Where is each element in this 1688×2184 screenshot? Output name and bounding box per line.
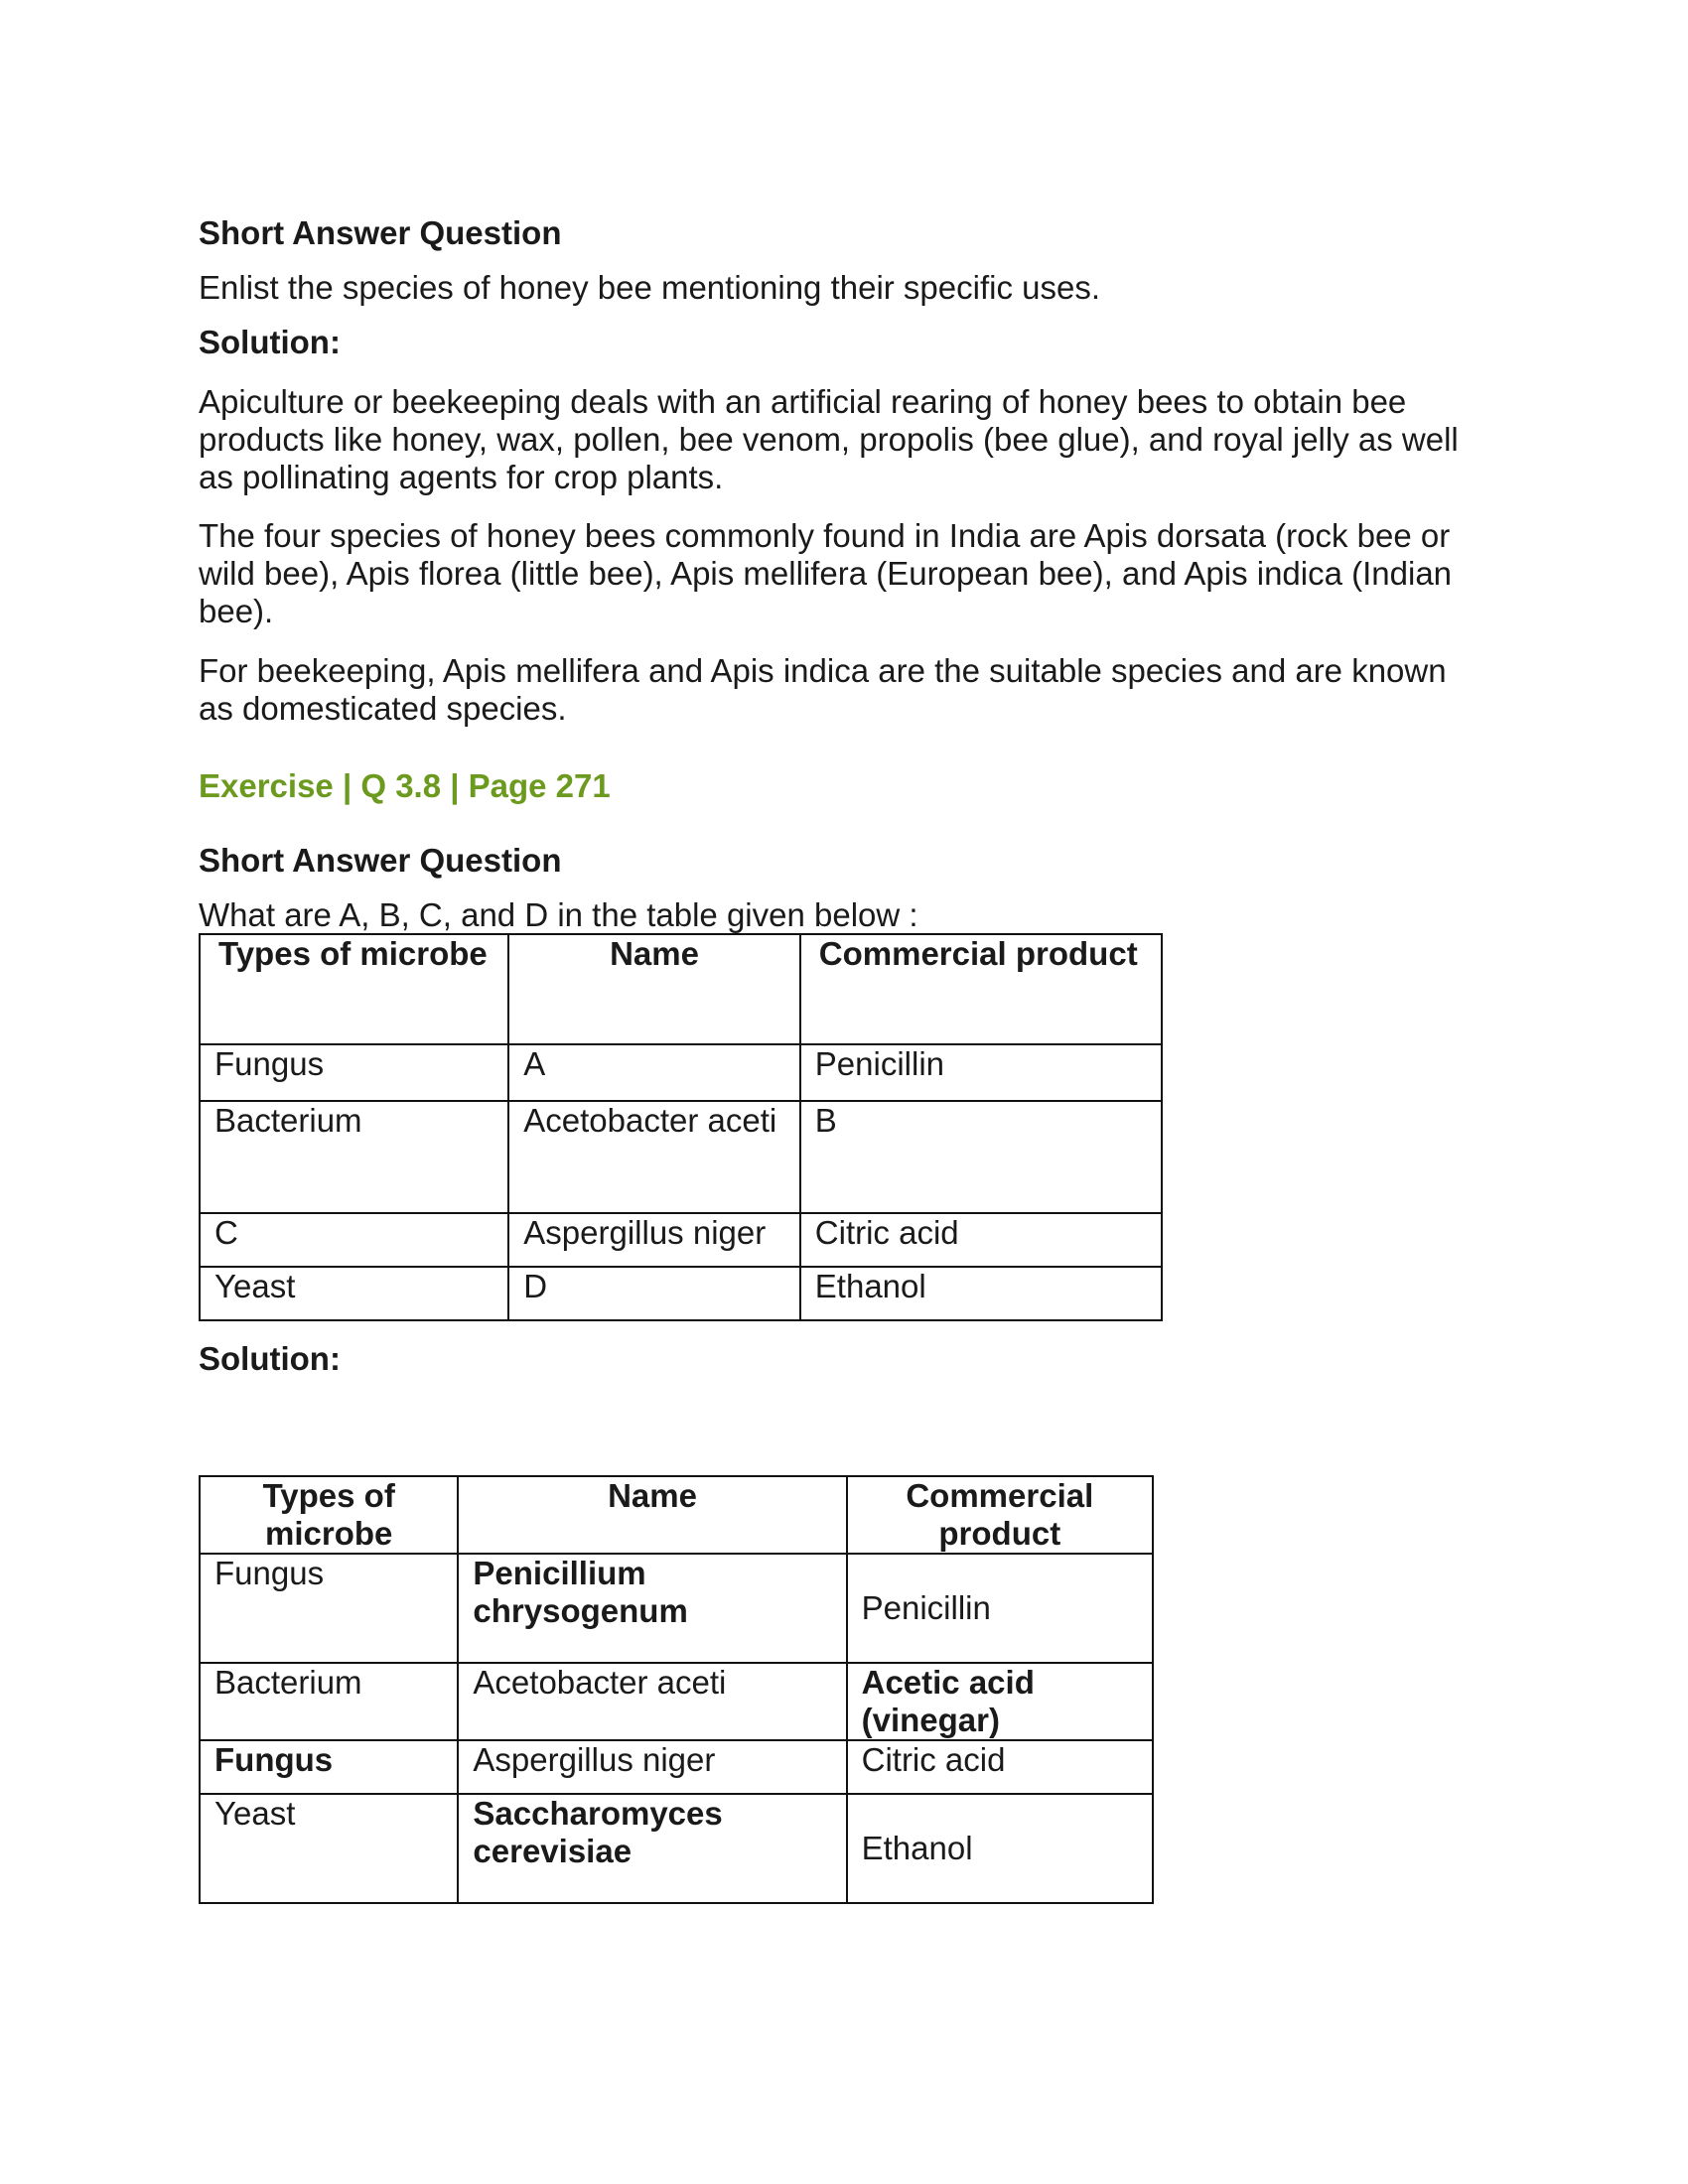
table-cell-answer: Acetic acid (vinegar) — [847, 1663, 1153, 1740]
table-row — [200, 1740, 1153, 1794]
table-cell: Yeast — [200, 1794, 458, 1903]
table-header-cell: Types of microbe — [200, 934, 508, 1044]
table-row — [200, 1267, 1162, 1320]
section1-solution-label: Solution: — [199, 324, 341, 360]
table-cell: Penicillin — [847, 1554, 1153, 1663]
table-cell: Acetobacter aceti — [458, 1663, 846, 1740]
table-cell: Yeast — [200, 1267, 508, 1320]
solution-paragraph-1: Apiculture or beekeeping deals with an artificial rearing of honey bees to obtain bee products like honey, wax, pollen, bee venom, propolis (bee glue), and royal jelly as well as pollinating agents for crop plants. — [199, 383, 1459, 495]
question-table — [199, 933, 1163, 1321]
section2-question: What are A, B, C, and D in the table given below : — [199, 896, 918, 933]
table-cell-answer: Fungus — [200, 1740, 458, 1794]
table-cell: Fungus — [200, 1554, 458, 1663]
table-header-cell: Commercial product — [800, 934, 1162, 1044]
section2-heading: Short Answer Question — [199, 842, 562, 879]
table-cell: Citric acid — [800, 1213, 1162, 1267]
table-header-cell: Commercial product — [847, 1476, 1153, 1554]
exercise-reference: Exercise | Q 3.8 | Page 271 — [199, 767, 611, 804]
table-row — [200, 1213, 1162, 1267]
table-row — [200, 1101, 1162, 1213]
table-cell-answer: Penicillium chrysogenum — [458, 1554, 846, 1663]
question-table-header-row — [200, 934, 1162, 1044]
table-row — [200, 1044, 1162, 1101]
table-cell: Penicillin — [800, 1044, 1162, 1101]
table-header-cell: Types of microbe — [200, 1476, 458, 1554]
table-cell: Aspergillus niger — [508, 1213, 800, 1267]
table-cell: Bacterium — [200, 1101, 508, 1213]
table-cell: Ethanol — [847, 1794, 1153, 1903]
table-header-cell: Name — [508, 934, 800, 1044]
section1-question: Enlist the species of honey bee mentioning their specific uses. — [199, 269, 1101, 306]
table-cell: D — [508, 1267, 800, 1320]
table-header-cell: Name — [458, 1476, 846, 1554]
table-row — [200, 1663, 1153, 1740]
table-cell: Acetobacter aceti — [508, 1101, 800, 1213]
table-cell: Bacterium — [200, 1663, 458, 1740]
table-cell: B — [800, 1101, 1162, 1213]
section1-heading: Short Answer Question — [199, 214, 562, 251]
table-cell-answer: Saccharomyces cerevisiae — [458, 1794, 846, 1903]
solution-table — [199, 1475, 1154, 1904]
solution-table-header-row — [200, 1476, 1153, 1554]
section2-solution-label: Solution: — [199, 1340, 341, 1377]
table-cell: A — [508, 1044, 800, 1101]
solution-paragraph-3: For beekeeping, Apis mellifera and Apis indica are the suitable species and are known as domesticated species. — [199, 652, 1447, 727]
table-row — [200, 1554, 1153, 1663]
solution-paragraph-2: The four species of honey bees commonly found in India are Apis dorsata (rock bee or wild bee), Apis florea (little bee), Apis mellifera (European bee), and Apis indica (Indian bee). — [199, 517, 1453, 629]
table-cell: Fungus — [200, 1044, 508, 1101]
table-row — [200, 1794, 1153, 1903]
table-cell: Citric acid — [847, 1740, 1153, 1794]
table-cell: Aspergillus niger — [458, 1740, 846, 1794]
table-cell: C — [200, 1213, 508, 1267]
table-cell: Ethanol — [800, 1267, 1162, 1320]
